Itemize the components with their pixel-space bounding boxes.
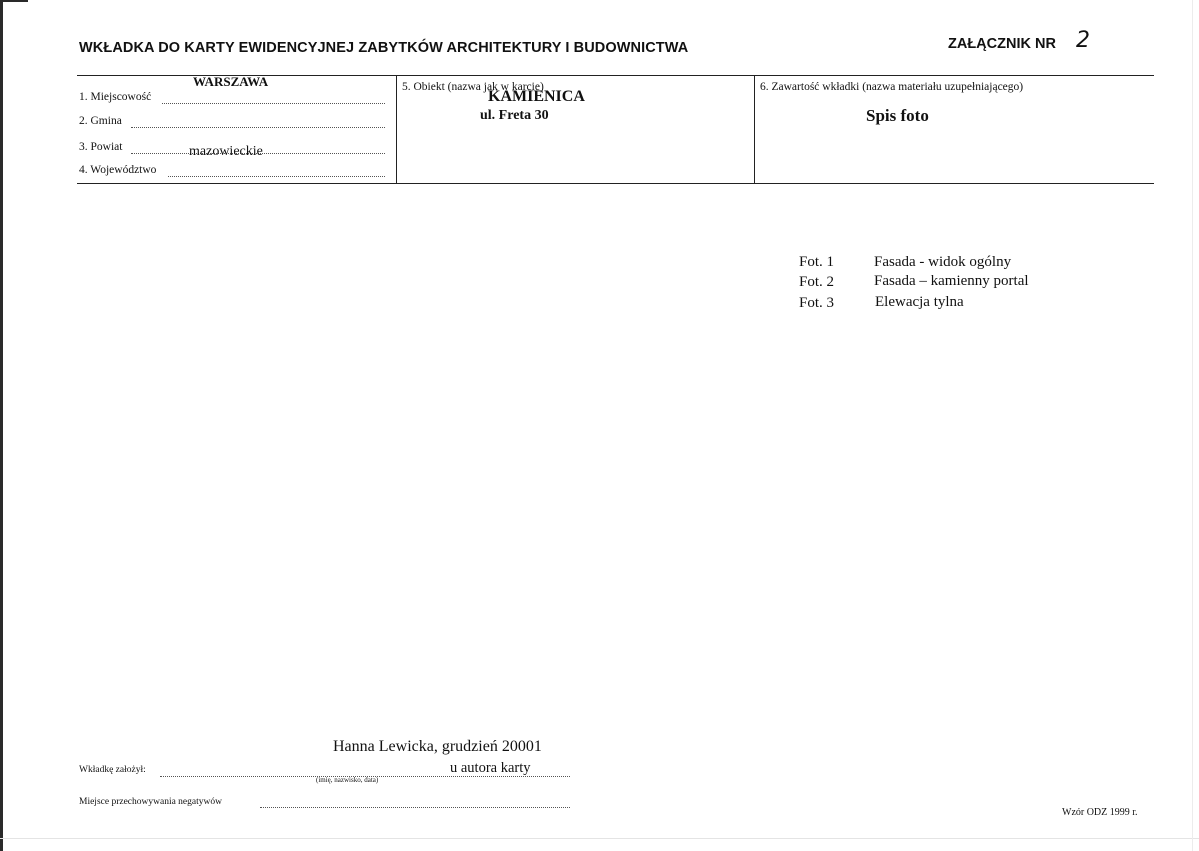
contents-label: 6. Zawartość wkładki (nazwa materiału uzupełniającego): [760, 81, 1024, 93]
form-title: WKŁADKA DO KARTY EWIDENCYJNEJ ZABYTKÓW ARCHITEKTURY I BUDOWNICTWA: [79, 40, 689, 56]
town-value: WARSZAWA: [193, 74, 269, 89]
created-by-label: Wkładkę założył:: [79, 765, 146, 775]
voivodeship-label: 4. Województwo: [79, 164, 157, 176]
object-name: KAMIENICA: [488, 88, 585, 105]
author-value: Hanna Lewicka, grudzień 20001: [333, 738, 542, 755]
photo-description-3: Elewacja tylna: [875, 294, 964, 310]
district-label: 3. Powiat: [79, 141, 123, 153]
photo-number-3: Fot. 3: [799, 295, 835, 311]
header-rule-bottom: [77, 183, 1154, 184]
scan-edge-left: [0, 0, 3, 851]
negatives-inline-value: u autora karty: [450, 760, 531, 776]
author-hint: (imię, nazwisko, data): [316, 776, 379, 784]
town-dots: [162, 103, 385, 104]
scan-edge-top: [0, 0, 28, 2]
town-label: 1. Miejscowość: [79, 91, 152, 103]
scan-edge-right: [1192, 0, 1193, 851]
form-code: Wzór ODZ 1999 r.: [1062, 807, 1138, 818]
commune-dots: [131, 127, 385, 128]
photo-description-2: Fasada – kamienny portal: [874, 273, 1029, 289]
column-divider-2: [754, 75, 755, 184]
district-value: mazowieckie: [189, 144, 263, 159]
contents-value: Spis foto: [866, 106, 929, 125]
negatives-label: Miejsce przechowywania negatywów: [79, 797, 222, 807]
commune-label: 2. Gmina: [79, 115, 122, 127]
column-divider-1: [396, 75, 397, 184]
annex-label: ZAŁĄCZNIK NR: [948, 36, 1056, 52]
negatives-dots: [260, 807, 570, 808]
photo-number-1: Fot. 1: [799, 254, 835, 270]
voivodeship-dots: [168, 176, 385, 177]
scan-edge-bottom: [0, 838, 1199, 839]
object-address: ul. Freta 30: [480, 108, 549, 123]
annex-number: 2: [1076, 28, 1090, 53]
object-label: 5. Obiekt (nazwa jak w karcie): [402, 81, 544, 93]
photo-description-1: Fasada - widok ogólny: [874, 254, 1012, 270]
photo-number-2: Fot. 2: [799, 274, 835, 290]
